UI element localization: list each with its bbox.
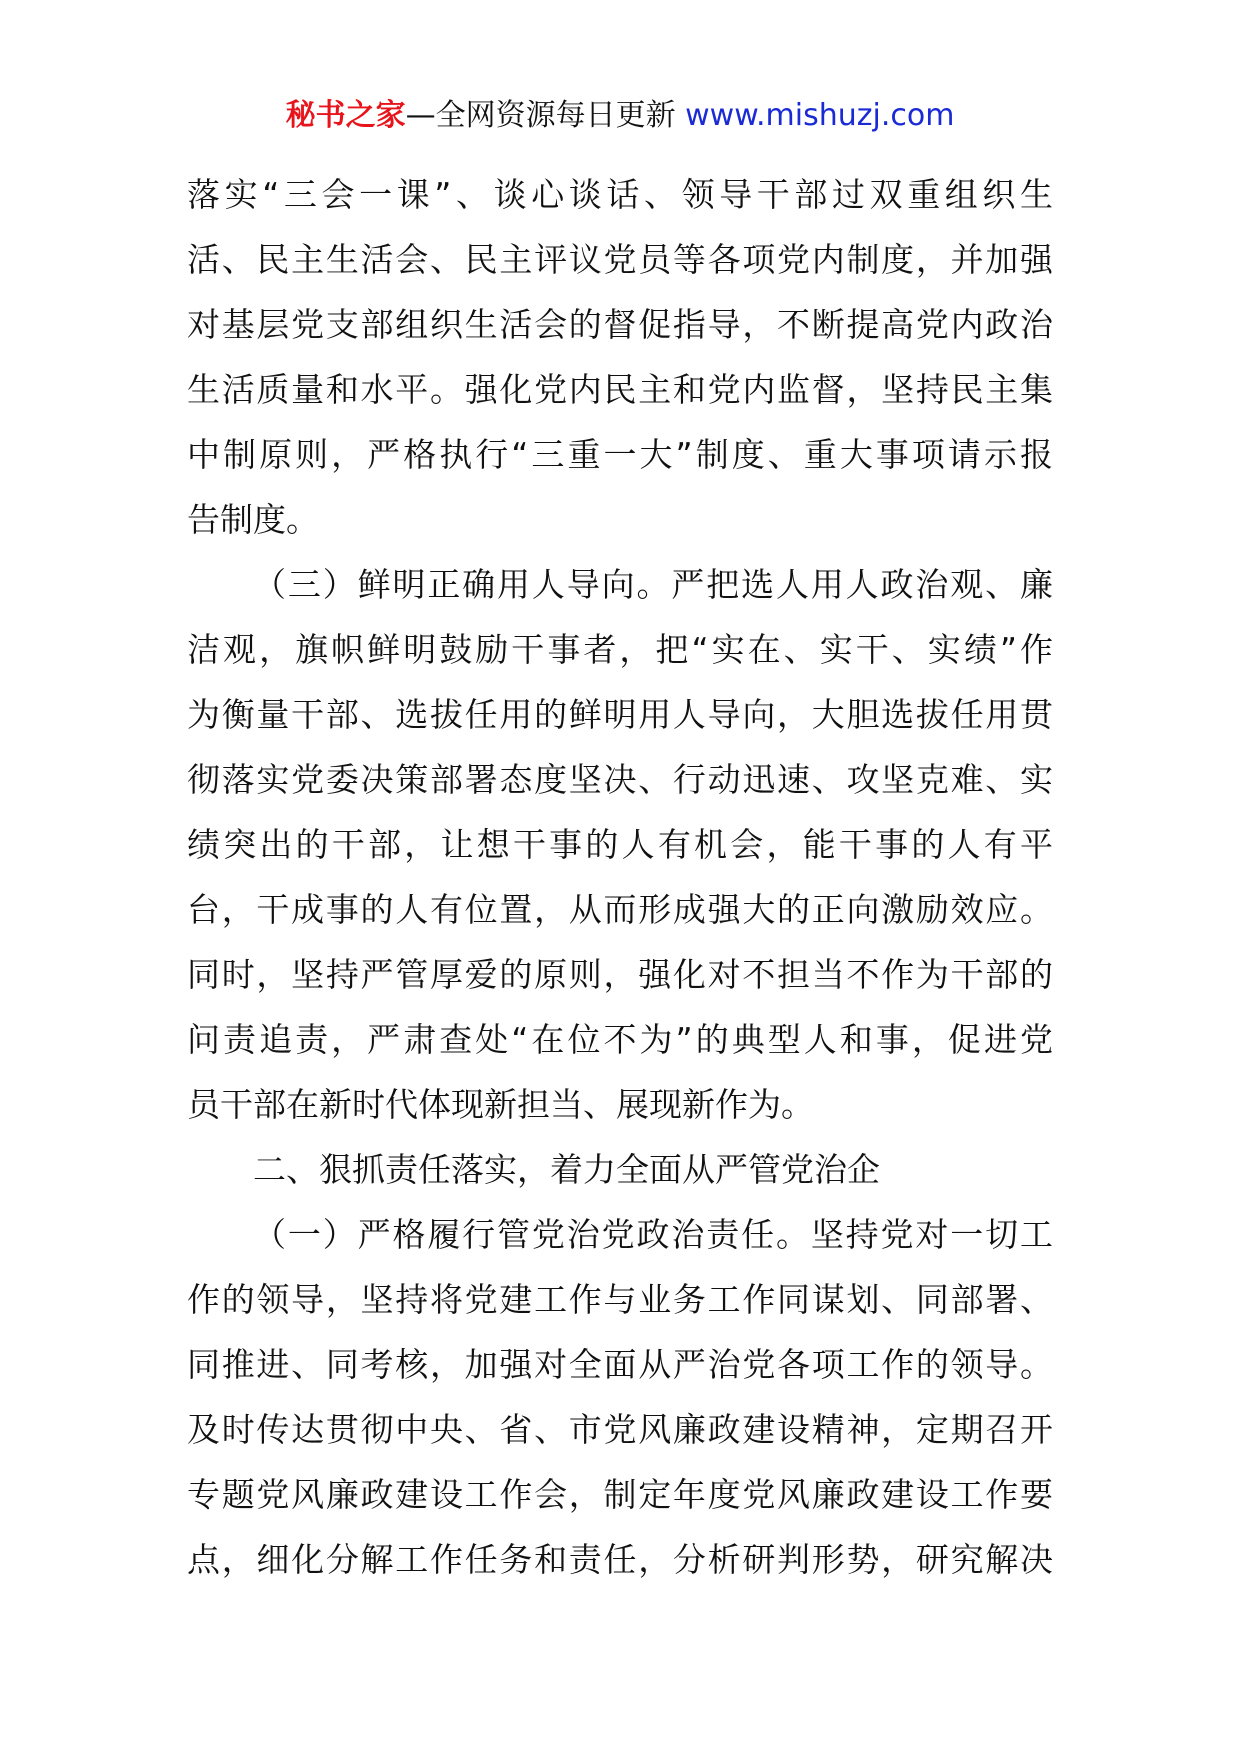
text-line: 绩突出的干部，让想干事的人有机会，能干事的人有平 (187, 825, 1053, 864)
text-line: 台，干成事的人有位置，从而形成强大的正向激励效应。 (187, 890, 1053, 929)
document-body (187, 162, 1053, 1592)
text-line: 告制度。 (187, 500, 319, 539)
text-line: 为衡量干部、选拔任用的鲜明用人导向，大胆选拔任用贯 (187, 695, 1053, 734)
site-brand: 秘书之家 (285, 98, 406, 133)
text-line: 中制原则，严格执行“三重一大”制度、重大事项请示报 (187, 435, 1053, 474)
text-line: （一）严格履行管党治党政治责任。坚持党对一切工 (253, 1215, 1053, 1254)
text-line: 问责追责，严肃查处“在位不为”的典型人和事，促进党 (187, 1020, 1053, 1059)
text-line: 专题党风廉政建设工作会，制定年度党风廉政建设工作要 (187, 1475, 1053, 1514)
text-line: 同推进、同考核，加强对全面从严治党各项工作的领导。 (187, 1345, 1053, 1384)
text-line: 二、狠抓责任落实，着力全面从严管党治企 (253, 1150, 880, 1189)
text-line: 落实“三会一课”、谈心谈话、领导干部过双重组织生 (187, 175, 1053, 214)
site-tagline: —全网资源每日更新 (405, 98, 686, 133)
text-line: 作的领导，坚持将党建工作与业务工作同谋划、同部署、 (187, 1280, 1053, 1319)
text-line: 洁观，旗帜鲜明鼓励干事者，把“实在、实干、实绩”作 (187, 630, 1053, 669)
page-header (0, 96, 1240, 136)
text-line: 点，细化分解工作任务和责任，分析研判形势，研究解决 (187, 1540, 1053, 1579)
text-line: 活、民主生活会、民主评议党员等各项党内制度，并加强 (187, 240, 1053, 279)
text-line: （三）鲜明正确用人导向。严把选人用人政治观、廉 (253, 565, 1053, 604)
text-line: 对基层党支部组织生活会的督促指导，不断提高党内政治 (187, 305, 1053, 344)
text-line: 同时，坚持严管厚爱的原则，强化对不担当不作为干部的 (187, 955, 1053, 994)
text-line: 及时传达贯彻中央、省、市党风廉政建设精神，定期召开 (187, 1410, 1053, 1449)
text-line: 员干部在新时代体现新担当、展现新作为。 (187, 1085, 814, 1124)
text-line: 生活质量和水平。强化党内民主和党内监督，坚持民主集 (187, 370, 1053, 409)
site-url-link[interactable]: www.mishuzj.com (685, 98, 955, 133)
text-line: 彻落实党委决策部署态度坚决、行动迅速、攻坚克难、实 (187, 760, 1053, 799)
